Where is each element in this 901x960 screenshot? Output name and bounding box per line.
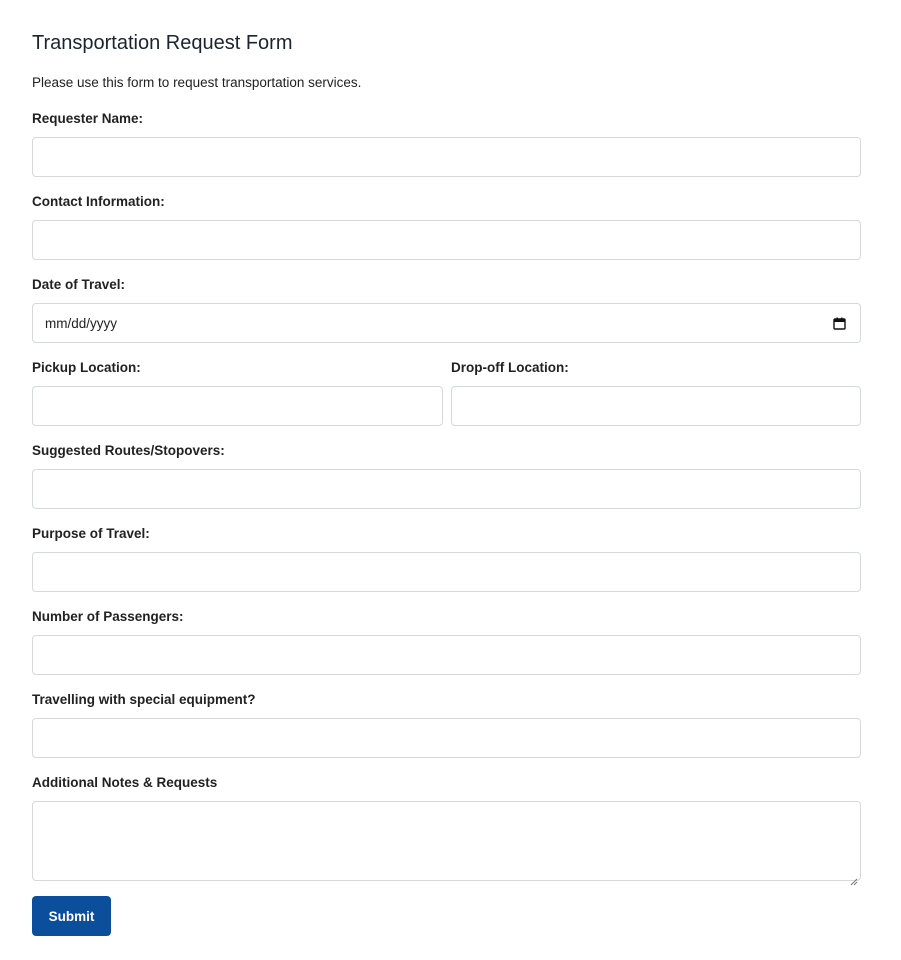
number-of-passengers-input[interactable]: [32, 635, 861, 675]
special-equipment-label: Travelling with special equipment?: [32, 692, 256, 707]
requester-name-label: Requester Name:: [32, 111, 144, 126]
requester-name-input[interactable]: [32, 137, 861, 177]
additional-notes-label: Additional Notes & Requests: [32, 775, 218, 790]
dropoff-location-label: Drop-off Location:: [451, 360, 569, 375]
date-of-travel-input[interactable]: [32, 303, 861, 343]
suggested-routes-label: Suggested Routes/Stopovers:: [32, 443, 225, 458]
resize-grip-icon[interactable]: [850, 873, 858, 881]
special-equipment-group: [32, 692, 861, 708]
date-of-travel-group: [32, 277, 861, 331]
purpose-of-travel-group: [32, 526, 861, 542]
form-description: Please use this form to request transportation services.: [32, 75, 362, 90]
special-equipment-input[interactable]: [32, 718, 861, 758]
purpose-of-travel-input[interactable]: [32, 552, 861, 592]
date-placeholder: mm/dd/yyyy: [45, 315, 118, 331]
calendar-icon[interactable]: [833, 317, 846, 330]
form-title: Transportation Request Form: [32, 32, 293, 54]
additional-notes-group: [32, 775, 861, 791]
pickup-location-label: Pickup Location:: [32, 360, 141, 375]
pickup-location-input[interactable]: [32, 386, 443, 426]
dropoff-location-group: [451, 360, 861, 376]
pickup-location-group: [32, 360, 443, 376]
number-of-passengers-label: Number of Passengers:: [32, 609, 184, 624]
contact-information-input[interactable]: [32, 220, 861, 260]
contact-information-label: Contact Information:: [32, 194, 165, 209]
suggested-routes-input[interactable]: [32, 469, 861, 509]
date-of-travel-label: Date of Travel:: [32, 277, 126, 292]
additional-notes-textarea[interactable]: [32, 801, 861, 881]
requester-name-group: [32, 111, 861, 127]
purpose-of-travel-label: Purpose of Travel:: [32, 526, 150, 541]
dropoff-location-input[interactable]: [451, 386, 861, 426]
submit-button[interactable]: Submit: [32, 896, 111, 936]
contact-information-group: [32, 194, 861, 210]
number-of-passengers-group: [32, 609, 861, 625]
suggested-routes-group: [32, 443, 861, 459]
